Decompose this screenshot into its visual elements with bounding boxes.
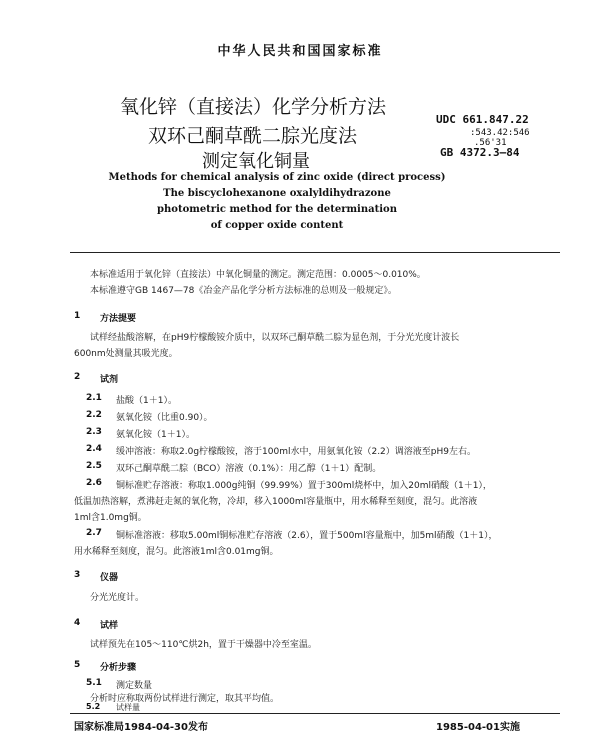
section-3-text: 分光光度计。 bbox=[90, 593, 145, 603]
udc-code: UDC 661.847.22 bbox=[436, 113, 529, 126]
section-2-number: 2 bbox=[74, 372, 81, 382]
section-5-title: 分析步骤 bbox=[100, 663, 137, 673]
item-2-4-text: 缓冲溶液：称取2.0g柠檬酸铵，溶于100ml水中，用氨氧化铵（2.2）调溶液至pH9左右。 bbox=[116, 447, 476, 457]
english-title-line-3: photometric method for the determination bbox=[157, 204, 397, 215]
section-1-number: 1 bbox=[74, 311, 81, 321]
item-2-6-text: 铜标准贮存溶液：称取1.000g纯铜（99.99%）置于300ml烧杯中，加入20ml硝酸（1＋1）， bbox=[116, 481, 492, 491]
udc-code-line3: .56'31 bbox=[474, 138, 507, 148]
intro-scope: 本标准适用于氧化锌（直接法）中氧化铜量的测定。测定范围：0.0005～0.010%。 bbox=[90, 270, 426, 280]
item-2-7-text-cont: 用水稀释至刻度，混匀。此溶液1ml含0.01mg铜。 bbox=[74, 547, 279, 557]
item-2-7-number: 2.7 bbox=[86, 528, 102, 538]
section-4-title: 试样 bbox=[100, 621, 119, 631]
footer-issued: 国家标准局1984-04-30发布 bbox=[74, 722, 208, 733]
section-3-title: 仪器 bbox=[100, 573, 119, 583]
title-line-1: 氧化锌（直接法）化学分析方法 bbox=[120, 96, 387, 118]
title-line-2: 双环己酮草酰二腙光度法 bbox=[148, 125, 358, 147]
item-2-4-number: 2.4 bbox=[86, 444, 102, 454]
item-2-2-number: 2.2 bbox=[86, 410, 102, 420]
section-2-title: 试剂 bbox=[100, 375, 119, 385]
item-2-6-text-cont-2: 1ml含1.0mg铜。 bbox=[74, 513, 147, 523]
item-5-2-number: 5.2 bbox=[86, 702, 101, 711]
item-2-5-number: 2.5 bbox=[86, 461, 102, 471]
item-5-1-text: 分析时应称取两份试样进行测定，取其平均值。 bbox=[90, 694, 280, 704]
item-2-1-number: 2.1 bbox=[86, 393, 102, 403]
section-1-title: 方法提要 bbox=[100, 314, 137, 324]
section-4-text: 试样预先在105～110℃烘2h，置于干燥器中冷至室温。 bbox=[90, 640, 317, 650]
item-5-2-title: 试样量 bbox=[116, 703, 140, 712]
item-2-6-number: 2.6 bbox=[86, 478, 102, 488]
item-2-5-text: 双环己酮草酰二腙（BCO）溶液（0.1%）：用乙醇（1＋1）配制。 bbox=[116, 464, 382, 474]
item-2-7-text: 铜标准溶液：移取5.00ml铜标准贮存溶液（2.6），置于500ml容量瓶中，加5ml硝酸（1＋1）， bbox=[116, 531, 498, 541]
section-5-number: 5 bbox=[74, 660, 81, 670]
english-title-line-4: of copper oxide content bbox=[210, 220, 344, 231]
section-4-number: 4 bbox=[74, 618, 81, 628]
footer-effective: 1985-04-01实施 bbox=[436, 722, 520, 733]
item-2-3-number: 2.3 bbox=[86, 427, 102, 437]
english-title-line-1: Methods for chemical analysis of zinc oxide (direct process) bbox=[108, 172, 446, 183]
standard-header: 中华人民共和国国家标准 bbox=[217, 44, 383, 59]
section-1-text: 试样经盐酸溶解，在pH9柠檬酸铵介质中，以双环己酮草酰二腙为显色剂，于分光光度计波长 bbox=[90, 333, 460, 343]
item-2-2-text: 氨氧化铵（比重0.90）。 bbox=[116, 413, 213, 423]
item-5-1-title: 测定数量 bbox=[116, 681, 153, 691]
english-title-line-2: The biscyclohexanone oxalyldihydrazone bbox=[163, 188, 391, 199]
section-1-text-cont: 600nm处测量其吸光度。 bbox=[74, 349, 178, 359]
title-line-3: 测定氧化铜量 bbox=[202, 151, 310, 172]
item-2-1-text: 盐酸（1＋1）。 bbox=[116, 396, 177, 406]
top-rule bbox=[70, 252, 560, 253]
section-3-number: 3 bbox=[74, 570, 81, 580]
item-2-6-text-cont: 低温加热溶解，煮沸赶走氮的氧化物，冷却，移入1000ml容量瓶中，用水稀释至刻度，混匀。此溶液 bbox=[74, 497, 478, 507]
gb-code: GB 4372.3—84 bbox=[440, 146, 520, 159]
intro-compliance: 本标准遵守GB 1467—78《冶金产品化学分析方法标准的总则及一般规定》。 bbox=[90, 286, 397, 296]
item-2-3-text: 氨氧化铵（1＋1）。 bbox=[116, 430, 195, 440]
item-5-1-number: 5.1 bbox=[86, 678, 102, 688]
bottom-rule bbox=[70, 713, 560, 714]
udc-code-line2: :543.42:546 bbox=[470, 128, 530, 138]
